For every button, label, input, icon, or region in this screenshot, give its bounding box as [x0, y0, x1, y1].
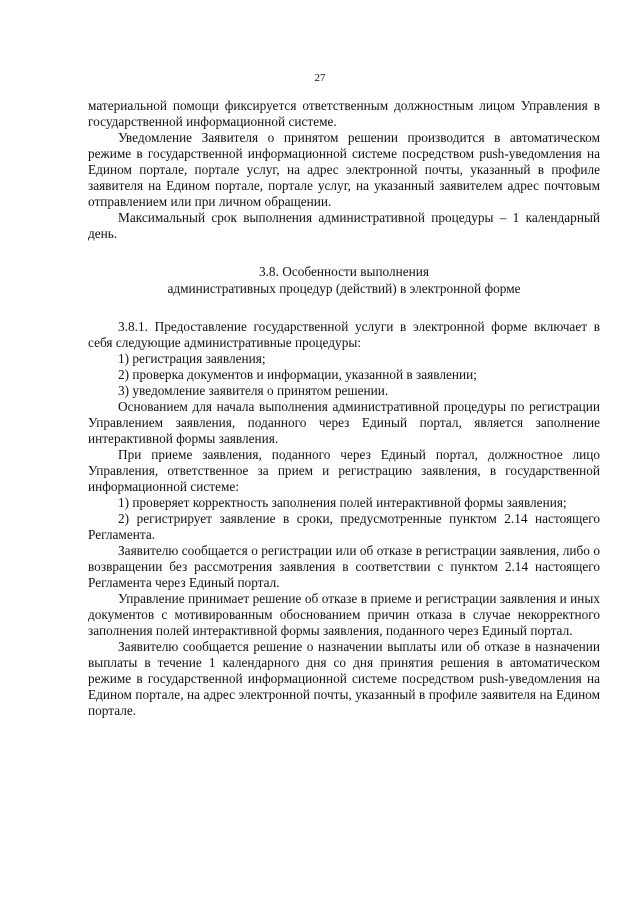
paragraph: 3.8.1. Предоставление государственной услуги в электронной форме включает в себя следующие административные процедуры: [88, 319, 600, 350]
paragraph: материальной помощи фиксируется ответственным должностным лицом Управления в государственной информационной системе. [88, 98, 600, 129]
section-heading [88, 263, 600, 297]
list-item: 1) регистрация заявления; [118, 351, 266, 366]
page-number: 27 [314, 72, 326, 84]
paragraph: Основанием для начала выполнения административной процедуры по регистрации Управлением заявления, поданного через Единый портал, является заполнение интерактивной формы заявления. [88, 399, 600, 446]
paragraph: Заявителю сообщается о регистрации или об отказе в регистрации заявления, либо о возвращении без рассмотрения заявления в соответствии с пунктом 2.14 настоящего Регламента через Единый портал. [88, 543, 600, 590]
section-heading-line: административных процедур (действий) в электронной форме [167, 281, 521, 296]
paragraph: Заявителю сообщается решение о назначении выплаты или об отказе в назначении выплаты в течение 1 календарного дня со дня принятия решения в автоматическом режиме в государственной информационной системе посредством push-уведомления на Едином портале, на адрес электронной почты, указанный в профиле заявителя на Едином портале. [88, 639, 600, 718]
document-body [88, 98, 600, 719]
list-item: 2) регистрирует заявление в сроки, предусмотренные пунктом 2.14 настоящего Регламента. [88, 511, 600, 542]
paragraph: При приеме заявления, поданного через Единый портал, должностное лицо Управления, ответственное за прием и регистрацию заявления, в государственной информационной системе: [88, 447, 600, 494]
list-item: 2) проверка документов и информации, указанной в заявлении; [118, 367, 477, 382]
paragraph: Максимальный срок выполнения административной процедуры – 1 календарный день. [88, 210, 600, 241]
section-heading-line: 3.8. Особенности выполнения [258, 264, 430, 279]
list-item: 1) проверяет корректность заполнения полей интерактивной формы заявления; [118, 495, 567, 510]
paragraph: Управление принимает решение об отказе в приеме и регистрации заявления и иных документов с мотивированным обоснованием причин отказа в случае некорректного заполнения полей интерактивной формы заявления, поданного через Единый портал. [88, 591, 600, 638]
paragraph: Уведомление Заявителя о принятом решении производится в автоматическом режиме в государственной информационной системе посредством push-уведомления на Едином портале, портале услуг, на адрес электронной почты, указанный в профиле заявителя на Едином портале, портале услуг, на указанный заявителем адрес почтовым отправлением или при личном обращении. [88, 130, 600, 209]
list-item: 3) уведомление заявителя о принятом решении. [118, 383, 389, 398]
